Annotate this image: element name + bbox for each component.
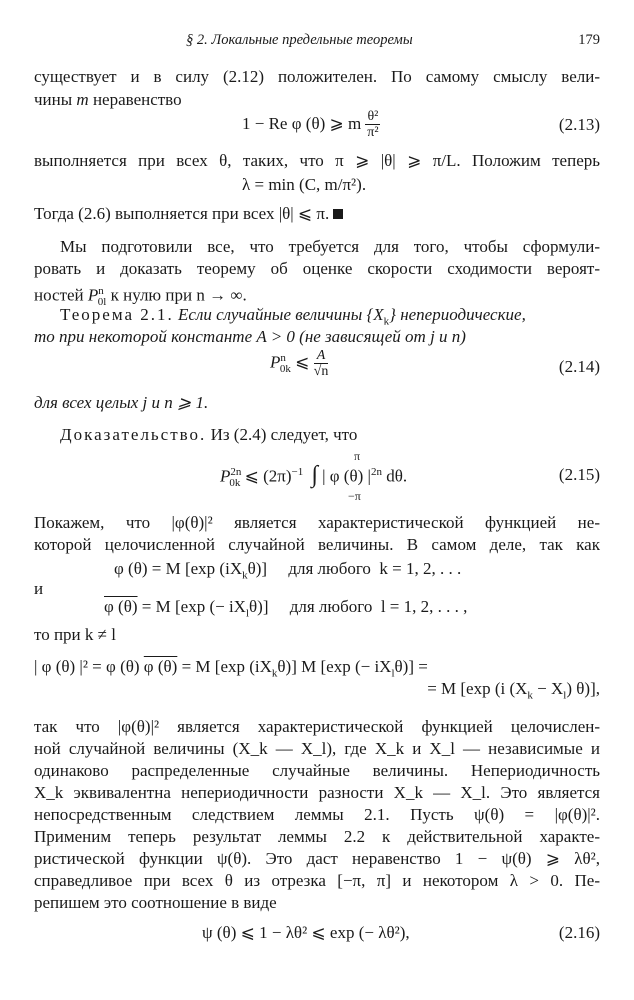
text-line: чины m неравенство [34,90,182,109]
text-line: X_k эквивалентна непериодичности разности X_k — X_l. Это является [34,783,600,802]
equation-number: (2.13) [558,115,600,134]
running-header [34,32,600,52]
theorem-line: то при некоторой константе A > 0 (не зависящей от j и n) [34,327,466,346]
equation-product: | φ (θ) |² = φ (θ) φ (θ) = M [exp $(iX_k\theta)$] M [exp (− $iX_l\theta$)] = [34,657,428,680]
text-line: которой целочисленной случайной величины. В самом деле, так как [34,535,600,554]
equation-number: (2.16) [558,923,600,942]
page-number: 179 [578,32,600,48]
text-line: одинаково распределенные случайные величины. Непериодичность [34,761,600,780]
text-line: существует и в силу (2.12) положителен. По самому смыслу вели- [34,67,600,86]
equation-2-14: $P^n_{0k}$ ⩽ $\frac{A}{√n}$ [270,347,329,379]
integral-lower-limit: −π [348,489,361,503]
theorem-line: Теорема 2.1. Если случайные величины $\{X_k\}$ непериодические, [60,305,526,328]
text-line: выполняется при всех θ, таких, что π ⩾ |θ| ⩾ π/L. Положим теперь [34,151,600,170]
equation-product-cont: = M [exp (i $(X_k - X_l)$ θ)], [427,679,600,702]
proof-line: Доказательство. Из (2.4) следует, что [60,425,358,444]
equation-number: (2.14) [558,357,600,376]
integral-upper-limit: π [354,449,361,463]
qed-square-icon [333,209,343,219]
equation-2-13: 1 − Re φ (θ) ⩾ m $\frac{\text{θ²}}{\text{π²}}$ [242,109,379,140]
equation-number: (2.15) [558,465,600,484]
text-line: ностей $P^n_{0l}$ к нулю при n → ∞. [34,285,247,309]
text-line: так что |φ(θ)|² является характеристической функцией целочислен- [34,717,600,736]
book-page [34,0,600,1000]
text-line: ровать и доказать теорему об оценке скорости сходимости вероят- [34,259,600,278]
theorem-line: для всех целых j и n ⩾ 1. [34,393,209,412]
text-line: ной случайной величины (X_k — X_l), где X_k и X_l — независимые и [34,739,600,758]
section-title: § 2. Локальные предельные теоремы [186,32,413,48]
text-line: Покажем, что |φ(θ)|² является характеристической функцией не- [34,513,600,532]
text-line: Применим теперь результат леммы 2.2 к действительной характе- [34,827,600,846]
text-line: справедливое при всех θ из отрезка [−π, π] и некотором λ > 0. Пе- [34,871,600,890]
text-line: ристической функции ψ(θ). Это даст неравенство 1 − ψ(θ) ⩾ λθ², [34,849,600,868]
text-line: то при k ≠ l [34,625,116,644]
equation-phi-conjugate: φ (θ) = M [exp (− $iX_l\theta$)] для любого l = 1, 2, . . . , [104,597,468,620]
equation-2-15: $P^{2n}_{0k}$ ⩽ $(2\pi)^{-1}$ ∫ | φ (θ) $|^{2n}$ dθ. [220,461,408,490]
text-line: Тогда (2.6) выполняется при всех |θ| ⩽ π. [34,203,600,224]
text-line: Мы подготовили все, что требуется для того, чтобы сформули- [60,237,600,256]
equation-lambda: λ = min (C, m/π²). [242,175,367,194]
text-line: репишем это соотношение в виде [34,893,277,912]
text-line: и [34,579,44,598]
text-line: непосредственным следствием леммы 2.1. Пусть ψ(θ) = |φ(θ)|². [34,805,600,824]
equation-phi: φ (θ) = M [exp $(iX_k\theta)$] для любого k = 1, 2, . . . [114,559,462,582]
equation-2-16: ψ (θ) ⩽ 1 − λθ² ⩽ exp (− λθ²), [202,923,410,942]
